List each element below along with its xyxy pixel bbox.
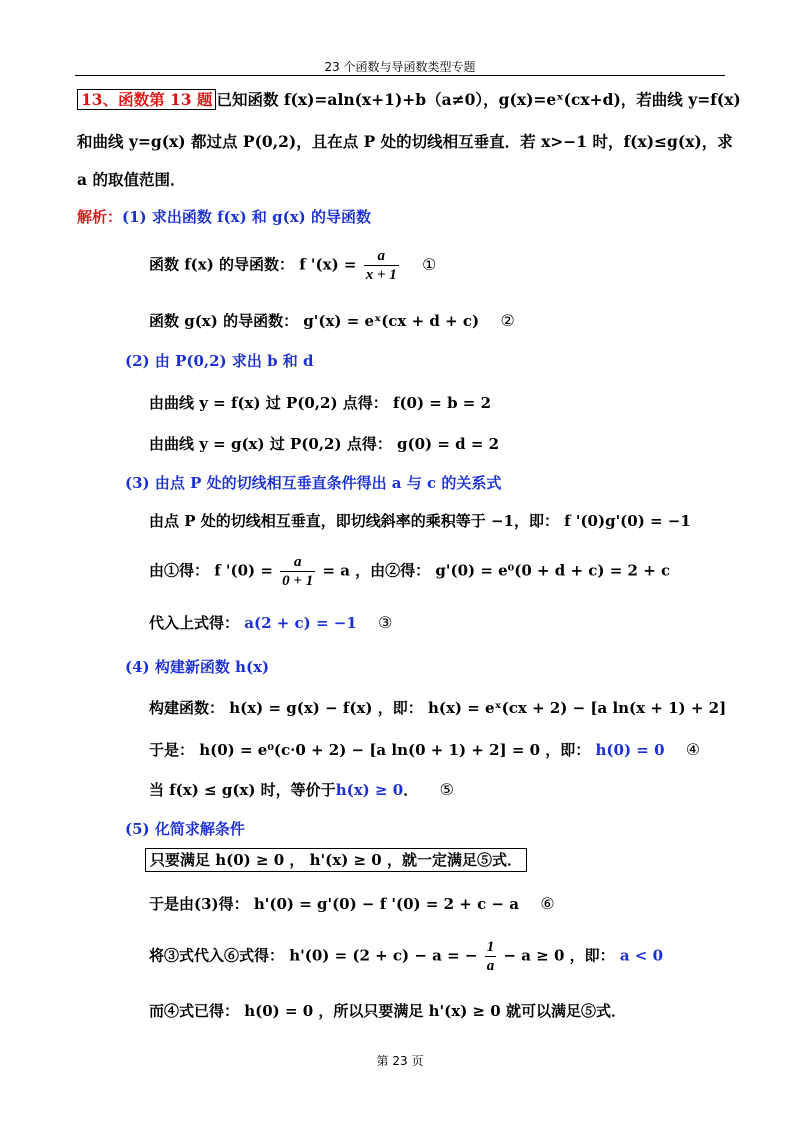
step-5-line-4: 而④式已得： h(0) = 0 ，所以只要满足 h'(x) ≥ 0 就可以满足⑤式．	[149, 1002, 626, 1020]
step-3-line-2: 由①得： f '(0) = $\frac{a}{0 + 1}$ = a ，由②得： g'(0) = e⁰(0 + d + c) = 2 + c	[149, 554, 671, 589]
equation-5: h(x) ≥ 0	[335, 781, 404, 799]
step-5-condition-box	[145, 849, 527, 870]
step-3-line-3: 代入上式得： a(2 + c) = −1 ③	[149, 613, 393, 632]
f-derivative-fraction: $\frac{a}{x + 1}$	[365, 248, 397, 283]
problem-tag: 13、函数第 13 题	[77, 89, 216, 110]
problem-line-2: 和曲线 y=g(x) 都过点 P(0,2)，且在点 P 处的切线相互垂直．若 x>−1 时，f(x)≤g(x)，求	[77, 132, 733, 151]
marker-5: ⑤	[439, 780, 454, 799]
step-1-heading: 解析：(1) 求出函数 f(x) 和 g(x) 的导函数	[77, 208, 371, 226]
marker-6: ⑥	[540, 894, 555, 913]
g-derivative-line: 函数 g(x) 的导函数： g'(x) = eˣ(cx + d + c) ②	[149, 311, 515, 330]
marker-2: ②	[500, 311, 515, 330]
problem-line-1	[77, 88, 741, 110]
page-header: 23 个函数与导函数类型专题	[324, 60, 476, 74]
f-prime-0-fraction: $\frac{a}{0 + 1}$	[282, 554, 314, 589]
step-5-line-3: 将③式代入⑥式得： h'(0) = (2 + c) − a = − $\frac{1}{a}$ − a ≥ 0 ，即： a < 0	[149, 939, 664, 974]
solution-label: 解析：	[77, 208, 123, 226]
marker-3: ③	[378, 613, 393, 632]
step-4-heading: (4) 构建新函数 h(x)	[125, 658, 270, 676]
step-2-heading: (2) 由 P(0,2) 求出 b 和 d	[125, 352, 314, 370]
step-2-line-1: 由曲线 y = f(x) 过 P(0,2) 点得： f(0) = b = 2	[149, 394, 492, 412]
step-4-line-3: 当 f(x) ≤ g(x) 时，等价于h(x) ≥ 0． ⑤	[149, 780, 454, 799]
step-4-line-2: 于是： h(0) = e⁰(c·0 + 2) − [a ln(0 + 1) + 2] = 0 ，即： h(0) = 0 ④	[149, 740, 701, 759]
page-number: 第 23 页	[376, 1054, 424, 1068]
step-4-line-1: 构建函数： h(x) = g(x) − f(x) ，即： h(x) = eˣ(cx + 2) − [a ln(x + 1) + 2]	[149, 699, 727, 717]
marker-4: ④	[685, 740, 701, 759]
equation-result: a < 0	[619, 946, 664, 965]
equation-3: a(2 + c) = −1	[244, 614, 357, 632]
problem-text-1: 已知函数 f(x)=aln(x+1)+b（a≠0），g(x)=eˣ(cx+d)，若曲线 y=f(x)	[216, 90, 741, 109]
h-prime-fraction: $\frac{1}{a}$	[486, 939, 495, 974]
step-5-heading: (5) 化简求解条件	[125, 820, 245, 838]
step-3-line-1: 由点 P 处的切线相互垂直，即切线斜率的乘积等于 −1，即： f '(0)g'(0) = −1	[149, 512, 691, 530]
f-derivative-line: 函数 f(x) 的导函数： f '(x) = $\frac{a}{x + 1}$ ①	[149, 248, 437, 283]
step-2-line-2: 由曲线 y = g(x) 过 P(0,2) 点得： g(0) = d = 2	[149, 435, 500, 453]
step-3-heading: (3) 由点 P 处的切线相互垂直条件得出 a 与 c 的关系式	[125, 474, 502, 492]
marker-1: ①	[421, 254, 437, 274]
header-divider	[75, 75, 725, 76]
equation-4: h(0) = 0	[595, 741, 665, 759]
step-5-line-2: 于是由(3)得： h'(0) = g'(0) − f '(0) = 2 + c − a ⑥	[149, 894, 555, 913]
condition-box-text: 只要满足 h(0) ≥ 0 ， h'(x) ≥ 0 ，就一定满足⑤式．	[145, 848, 527, 872]
problem-line-3: a 的取值范围．	[77, 170, 186, 189]
